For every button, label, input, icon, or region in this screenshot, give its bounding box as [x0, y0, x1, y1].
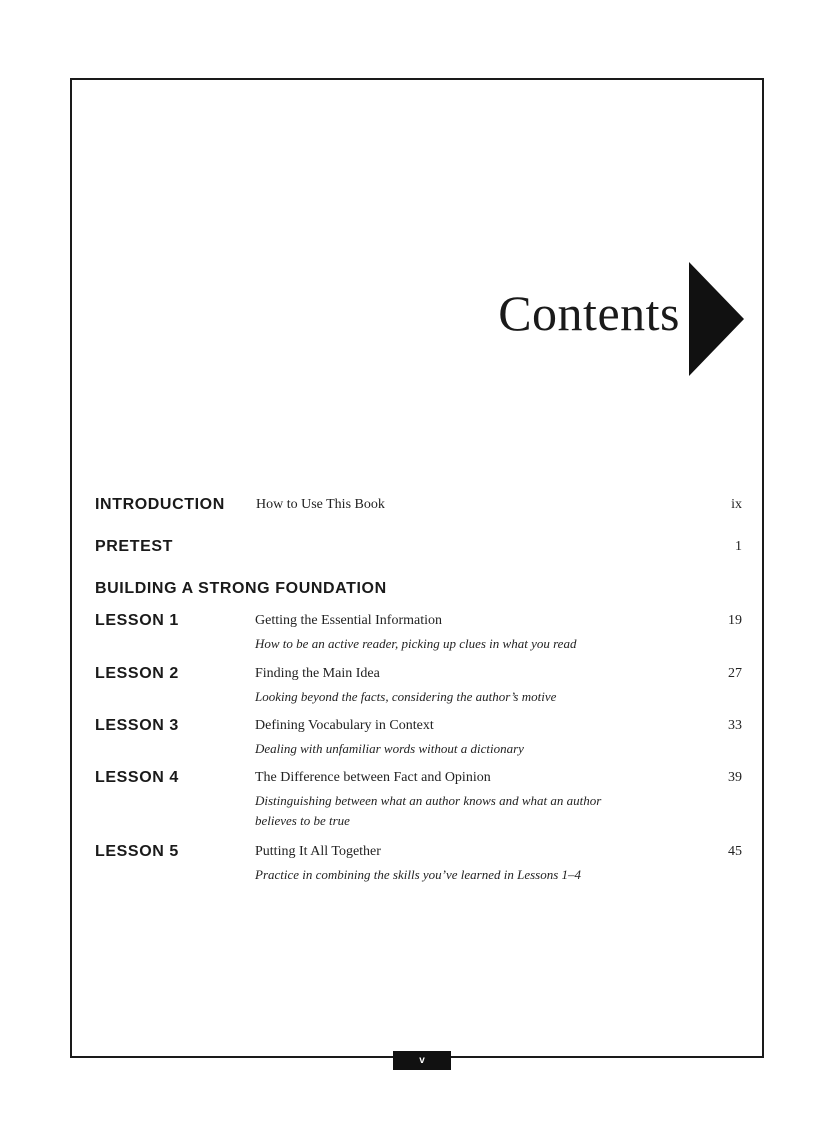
lesson-title: Putting It All Together [255, 844, 381, 859]
page-title: Contents [498, 285, 680, 341]
lesson-label: LESSON 3 [95, 717, 179, 734]
lesson-title: The Difference between Fact and Opinion [255, 770, 491, 785]
intro-desc: How to Use This Book [256, 497, 385, 512]
lesson-page: 33 [728, 718, 742, 733]
lesson-description: Practice in combining the skills you’ve learned in Lessons 1–4 [255, 867, 582, 882]
lesson-page: 27 [728, 666, 742, 681]
lesson-title: Finding the Main Idea [255, 666, 380, 681]
pretest-page: 1 [735, 539, 742, 554]
lesson-description-cont: believes to be true [255, 813, 350, 828]
lesson-label: LESSON 4 [95, 769, 179, 786]
intro-label: INTRODUCTION [95, 496, 225, 513]
lesson-description: Looking beyond the facts, considering the author’s motive [255, 689, 557, 704]
arrow-icon [689, 262, 744, 376]
lesson-description: How to be an active reader, picking up clues in what you read [255, 636, 577, 651]
pretest-label: PRETEST [95, 538, 173, 555]
page-number: v [393, 1051, 451, 1070]
intro-page: ix [731, 497, 742, 512]
page-frame [70, 78, 764, 1058]
lesson-label: LESSON 2 [95, 665, 179, 682]
lesson-page: 19 [728, 613, 742, 628]
lesson-title: Getting the Essential Information [255, 613, 443, 628]
lesson-page: 39 [728, 770, 742, 785]
lesson-description: Dealing with unfamiliar words without a dictionary [255, 741, 524, 756]
lesson-page: 45 [728, 844, 742, 859]
lesson-label: LESSON 1 [95, 612, 179, 629]
lesson-title: Defining Vocabulary in Context [255, 718, 434, 733]
lesson-description: Distinguishing between what an author knows and what an author [255, 793, 602, 808]
lesson-label: LESSON 5 [95, 843, 179, 860]
section-heading: BUILDING A STRONG FOUNDATION [95, 580, 387, 597]
